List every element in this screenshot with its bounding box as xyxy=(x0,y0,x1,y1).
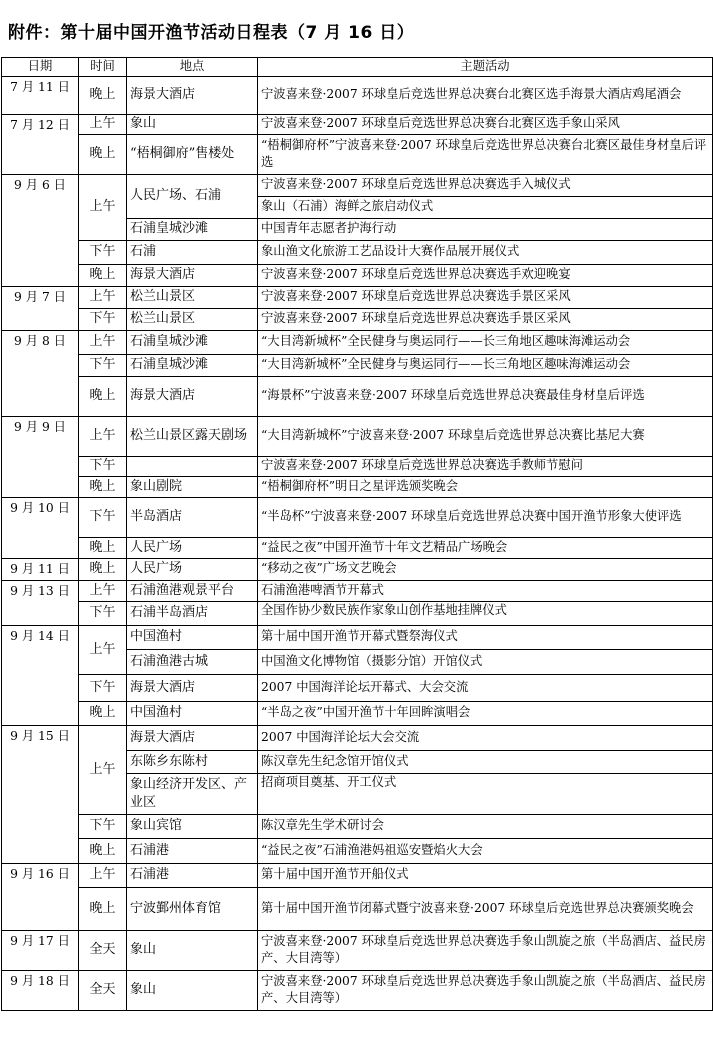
time-cell: 晚上 xyxy=(79,701,127,725)
table-row xyxy=(2,286,713,308)
table-row xyxy=(2,114,713,134)
time-cell: 晚上 xyxy=(79,134,127,174)
location-cell: 象山 xyxy=(127,970,258,1010)
location-cell: 石浦 xyxy=(127,240,258,264)
activity-cell: 宁波喜来登·2007 环球皇后竞选世界总决赛选手欢迎晚宴 xyxy=(258,264,713,286)
location-cell: 石浦港 xyxy=(127,863,258,887)
time-cell: 晚上 xyxy=(79,838,127,863)
table-row xyxy=(2,416,713,456)
time-cell: 全天 xyxy=(79,930,127,970)
header-location: 地点 xyxy=(127,58,258,77)
activity-cell: 第十届中国开渔节开幕式暨祭海仪式 xyxy=(258,625,713,649)
time-cell: 下午 xyxy=(79,674,127,701)
time-cell: 下午 xyxy=(79,308,127,330)
time-cell: 下午 xyxy=(79,456,127,476)
activity-cell: 宁波喜来登·2007 环球皇后竞选世界总决赛台北赛区选手象山采风 xyxy=(258,114,713,134)
table-row xyxy=(2,376,713,416)
date-cell: 9 月 14 日 xyxy=(2,625,79,725)
location-cell: 象山 xyxy=(127,114,258,134)
time-cell: 上午 xyxy=(79,174,127,240)
activity-cell: “益民之夜”石浦渔港妈祖巡安暨焰火大会 xyxy=(258,838,713,863)
location-cell: 象山剧院 xyxy=(127,476,258,497)
location-cell: “梧桐御府”售楼处 xyxy=(127,134,258,174)
table-row xyxy=(2,725,713,750)
activity-cell: “大目湾新城杯”宁波喜来登·2007 环球皇后竞选世界总决赛比基尼大赛 xyxy=(258,416,713,456)
date-cell: 9 月 7 日 xyxy=(2,286,79,330)
date-cell: 9 月 13 日 xyxy=(2,580,79,625)
header-activity: 主题活动 xyxy=(258,58,713,77)
table-row xyxy=(2,264,713,286)
location-cell: 东陈乡东陈村 xyxy=(127,750,258,773)
location-cell: 半岛酒店 xyxy=(127,497,258,537)
location-cell: 中国渔村 xyxy=(127,701,258,725)
date-cell: 9 月 9 日 xyxy=(2,416,79,497)
location-cell: 松兰山景区 xyxy=(127,308,258,330)
time-cell: 上午 xyxy=(79,330,127,354)
table-row xyxy=(2,601,713,625)
time-cell: 下午 xyxy=(79,240,127,264)
date-cell: 7 月 12 日 xyxy=(2,114,79,174)
date-cell: 9 月 8 日 xyxy=(2,330,79,416)
date-cell: 9 月 15 日 xyxy=(2,725,79,863)
table-row xyxy=(2,330,713,354)
time-cell: 上午 xyxy=(79,286,127,308)
location-cell: 人民广场 xyxy=(127,537,258,558)
location-cell: 石浦皇城沙滩 xyxy=(127,218,258,240)
activity-cell: 陈汉章先生纪念馆开馆仪式 xyxy=(258,750,713,773)
activity-cell: “半岛杯”宁波喜来登·2007 环球皇后竞选世界总决赛中国开渔节形象大使评选 xyxy=(258,497,713,537)
activity-cell: 石浦渔港啤酒节开幕式 xyxy=(258,580,713,601)
location-cell: 宁波鄞州体育馆 xyxy=(127,887,258,930)
location-cell: 象山宾馆 xyxy=(127,814,258,838)
activity-cell: 宁波喜来登·2007 环球皇后竞选世界总决赛选手教师节慰问 xyxy=(258,456,713,476)
location-cell: 象山经济开发区、产业区 xyxy=(127,773,258,814)
activity-cell: 2007 中国海洋论坛大会交流 xyxy=(258,725,713,750)
time-cell: 上午 xyxy=(79,416,127,456)
location-cell: 海景大酒店 xyxy=(127,674,258,701)
time-cell: 晚上 xyxy=(79,264,127,286)
date-cell: 9 月 16 日 xyxy=(2,863,79,930)
table-row xyxy=(2,674,713,701)
time-cell: 晚上 xyxy=(79,887,127,930)
table-row xyxy=(2,970,713,1010)
activity-cell: 象山渔文化旅游工艺品设计大赛作品展开展仪式 xyxy=(258,240,713,264)
activity-cell: “半岛之夜”中国开渔节十年回眸演唱会 xyxy=(258,701,713,725)
table-row xyxy=(2,240,713,264)
table-row xyxy=(2,354,713,376)
date-cell: 7 月 11 日 xyxy=(2,76,79,114)
time-cell: 晚上 xyxy=(79,476,127,497)
activity-cell: “大目湾新城杯”全民健身与奥运同行——长三角地区趣味海滩运动会 xyxy=(258,354,713,376)
time-cell: 全天 xyxy=(79,970,127,1010)
table-row xyxy=(2,134,713,174)
activity-cell: 宁波喜来登·2007 环球皇后竞选世界总决赛选手景区采风 xyxy=(258,286,713,308)
activity-cell: 陈汉章先生学术研讨会 xyxy=(258,814,713,838)
table-header-row xyxy=(2,58,713,77)
location-cell: 松兰山景区露天剧场 xyxy=(127,416,258,456)
time-cell: 上午 xyxy=(79,625,127,674)
document-title: 附件：第十届中国开渔节活动日程表（7 月 16 日） xyxy=(8,23,415,43)
time-cell: 晚上 xyxy=(79,558,127,580)
activity-cell: “海景杯”宁波喜来登·2007 环球皇后竞选世界总决赛最佳身材皇后评选 xyxy=(258,376,713,416)
table-row xyxy=(2,887,713,930)
activity-cell: “益民之夜”中国开渔节十年文艺精品广场晚会 xyxy=(258,537,713,558)
activity-cell: 招商项目奠基、开工仪式 xyxy=(258,773,713,814)
time-cell: 上午 xyxy=(79,580,127,601)
location-cell: 人民广场 xyxy=(127,558,258,580)
date-cell: 9 月 11 日 xyxy=(2,558,79,580)
table-row xyxy=(2,476,713,497)
location-cell: 松兰山景区 xyxy=(127,286,258,308)
location-cell: 海景大酒店 xyxy=(127,725,258,750)
date-cell: 9 月 18 日 xyxy=(2,970,79,1010)
date-cell: 9 月 17 日 xyxy=(2,930,79,970)
location-cell: 石浦渔港古城 xyxy=(127,649,258,674)
location-cell: 石浦渔港观景平台 xyxy=(127,580,258,601)
location-cell: 石浦半岛酒店 xyxy=(127,601,258,625)
table-row xyxy=(2,701,713,725)
activity-cell: 2007 中国海洋论坛开幕式、大会交流 xyxy=(258,674,713,701)
activity-cell: 宁波喜来登·2007 环球皇后竞选世界总决赛选手景区采风 xyxy=(258,308,713,330)
activity-cell: “移动之夜”广场文艺晚会 xyxy=(258,558,713,580)
activity-cell: 宁波喜来登·2007 环球皇后竞选世界总决赛选手入城仪式 xyxy=(258,174,713,196)
table-row xyxy=(2,580,713,601)
activity-cell: 全国作协少数民族作家象山创作基地挂牌仪式 xyxy=(258,601,713,625)
location-cell: 石浦皇城沙滩 xyxy=(127,354,258,376)
activity-cell: “大目湾新城杯”全民健身与奥运同行——长三角地区趣味海滩运动会 xyxy=(258,330,713,354)
table-row xyxy=(2,174,713,196)
activity-cell: 第十届中国开渔节开船仪式 xyxy=(258,863,713,887)
location-cell: 海景大酒店 xyxy=(127,76,258,114)
table-row xyxy=(2,497,713,537)
time-cell: 下午 xyxy=(79,354,127,376)
header-time: 时间 xyxy=(79,58,127,77)
location-cell xyxy=(127,456,258,476)
table-row xyxy=(2,76,713,114)
activity-cell: 第十届中国开渔节闭幕式暨宁波喜来登·2007 环球皇后竞选世界总决赛颁奖晚会 xyxy=(258,887,713,930)
table-row xyxy=(2,838,713,863)
activity-cell: “梧桐御府杯”明日之星评选颁奖晚会 xyxy=(258,476,713,497)
location-cell: 中国渔村 xyxy=(127,625,258,649)
table-row xyxy=(2,863,713,887)
table-row xyxy=(2,930,713,970)
time-cell: 上午 xyxy=(79,863,127,887)
schedule-table xyxy=(1,57,713,1011)
activity-cell: 中国青年志愿者护海行动 xyxy=(258,218,713,240)
time-cell: 晚上 xyxy=(79,376,127,416)
location-cell: 象山 xyxy=(127,930,258,970)
time-cell: 下午 xyxy=(79,497,127,537)
header-date: 日期 xyxy=(2,58,79,77)
time-cell: 晚上 xyxy=(79,537,127,558)
activity-cell: “梧桐御府杯”宁波喜来登·2007 环球皇后竞选世界总决赛台北赛区最佳身材皇后评选 xyxy=(258,134,713,174)
activity-cell: 宁波喜来登·2007 环球皇后竞选世界总决赛选手象山凯旋之旅（半岛酒店、益民房产、大目湾等） xyxy=(258,930,713,970)
date-cell: 9 月 10 日 xyxy=(2,497,79,558)
time-cell: 下午 xyxy=(79,601,127,625)
activity-cell: 象山（石浦）海鲜之旅启动仪式 xyxy=(258,196,713,218)
time-cell: 上午 xyxy=(79,114,127,134)
location-cell: 石浦皇城沙滩 xyxy=(127,330,258,354)
table-row xyxy=(2,625,713,649)
time-cell: 下午 xyxy=(79,814,127,838)
activity-cell: 宁波喜来登·2007 环球皇后竞选世界总决赛台北赛区选手海景大酒店鸡尾酒会 xyxy=(258,76,713,114)
location-cell: 海景大酒店 xyxy=(127,376,258,416)
date-cell: 9 月 6 日 xyxy=(2,174,79,286)
table-row xyxy=(2,537,713,558)
activity-cell: 中国渔文化博物馆（摄影分馆）开馆仪式 xyxy=(258,649,713,674)
location-cell: 石浦港 xyxy=(127,838,258,863)
table-row xyxy=(2,456,713,476)
location-cell: 海景大酒店 xyxy=(127,264,258,286)
table-row xyxy=(2,814,713,838)
table-row xyxy=(2,558,713,580)
location-cell: 人民广场、石浦 xyxy=(127,174,258,218)
activity-cell: 宁波喜来登·2007 环球皇后竞选世界总决赛选手象山凯旋之旅（半岛酒店、益民房产、大目湾等） xyxy=(258,970,713,1010)
time-cell: 晚上 xyxy=(79,76,127,114)
table-row xyxy=(2,308,713,330)
time-cell: 上午 xyxy=(79,725,127,814)
